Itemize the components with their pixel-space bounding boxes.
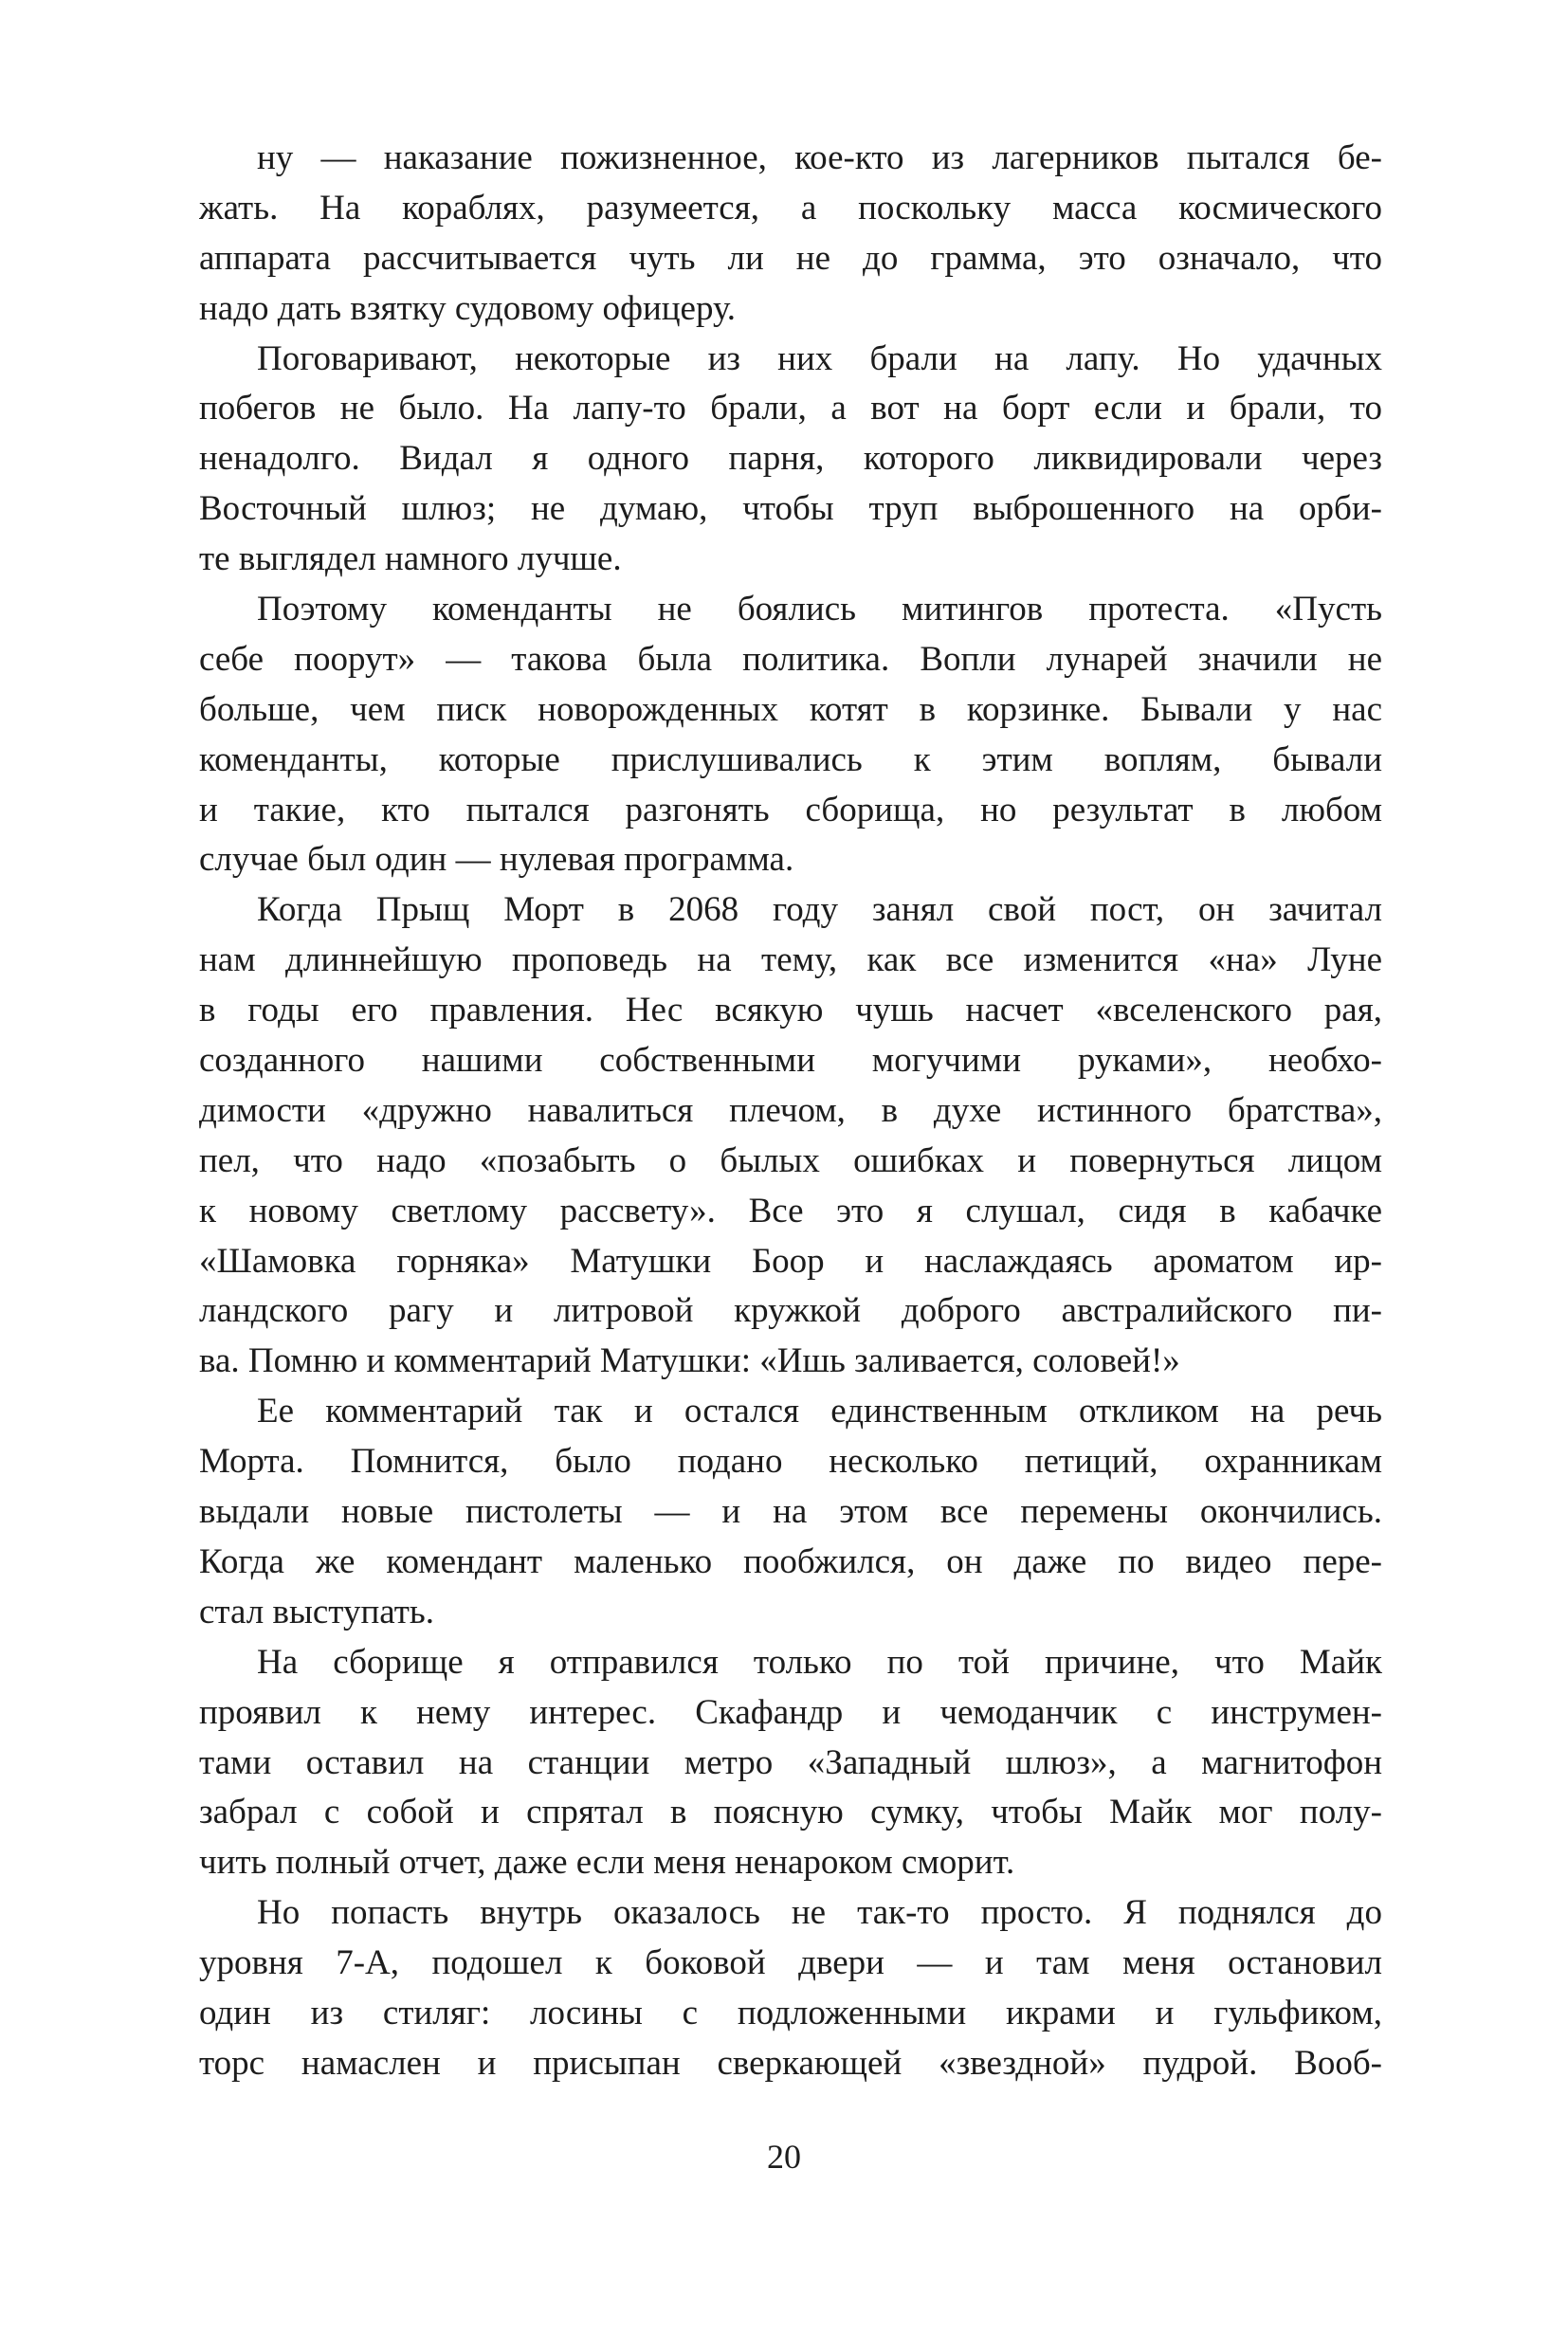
text-line: себе поорут» — такова была политика. Вопли лунарей значили не xyxy=(199,639,1382,679)
text-line: пел, что надо «позабыть о былых ошибках и повернуться лицом xyxy=(199,1140,1382,1180)
text-line: На сборище я отправился только по той причине, что Майк xyxy=(257,1642,1382,1682)
text-line: больше, чем писк новорожденных котят в корзинке. Бывали у нас xyxy=(199,689,1382,729)
text-line: Поговаривают, некоторые из них брали на лапу. Но удачных xyxy=(257,338,1382,378)
text-line: выдали новые пистолеты — и на этом все перемены окончились. xyxy=(199,1492,1382,1532)
text-line: чить полный отчет, даже если меня ненароком сморит. xyxy=(199,1843,1015,1883)
text-line: Когда Прыщ Морт в 2068 году занял свой пост, он зачитал xyxy=(257,890,1382,930)
text-line: проявил к нему интерес. Скафандр и чемоданчик с инструмен- xyxy=(199,1692,1382,1732)
text-line: Поэтому коменданты не боялись митингов протеста. «Пусть xyxy=(257,590,1382,629)
text-line: созданного нашими собственными могучими руками», необхо- xyxy=(199,1041,1382,1081)
text-line: аппарата рассчитывается чуть ли не до грамма, это означало, что xyxy=(199,238,1382,278)
text-line: «Шамовка горняка» Матушки Боор и наслаждаясь ароматом ир- xyxy=(199,1241,1382,1281)
text-line: коменданты, которые прислушивались к этим воплям, бывали xyxy=(199,739,1382,779)
text-line: Восточный шлюз; не думаю, чтобы труп выброшенного на орби- xyxy=(199,489,1382,529)
text-line: случае был один — нулевая программа. xyxy=(199,840,794,880)
text-line: торс намаслен и присыпан сверкающей «звездной» пудрой. Вооб- xyxy=(199,2043,1382,2083)
paragraph xyxy=(199,335,1382,585)
text-line: нам длиннейшую проповедь на тему, как все изменится «на» Луне xyxy=(199,940,1382,980)
text-line: ну — наказание пожизненное, кое-кто из лагерников пытался бе- xyxy=(257,138,1382,177)
text-line: Ее комментарий так и остался единственным откликом на речь xyxy=(257,1392,1382,1431)
paragraph xyxy=(199,1387,1382,1637)
text-line: забрал с собой и спрятал в поясную сумку, чтобы Майк мог полу- xyxy=(199,1793,1382,1832)
text-line: ландского рагу и литровой кружкой доброго австралийского пи- xyxy=(199,1291,1382,1331)
text-line: Когда же комендант маленько пообжился, он даже по видео пере- xyxy=(199,1541,1382,1581)
text-line: стал выступать. xyxy=(199,1592,434,1631)
text-line: надо дать взятку судовому офицеру. xyxy=(199,288,737,328)
paragraph xyxy=(199,134,1382,335)
text-line: в годы его правления. Нес всякую чушь насчет «вселенского рая, xyxy=(199,991,1382,1030)
text-line: один из стиляг: лосины с подложенными икрами и гульфиком, xyxy=(199,1993,1382,2032)
paragraph xyxy=(199,585,1382,885)
text-line: те выглядел намного лучше. xyxy=(199,539,622,579)
text-line: ненадолго. Видал я одного парня, которого ликвидировали через xyxy=(199,439,1382,479)
text-line: тами оставил на станции метро «Западный шлюз», а магнитофон xyxy=(199,1742,1382,1782)
page-number: 20 xyxy=(767,2138,801,2176)
text-line: к новому светлому рассвету». Все это я слушал, сидя в кабачке xyxy=(199,1191,1382,1230)
text-line: Но попасть внутрь оказалось не так-то просто. Я поднялся до xyxy=(257,1893,1382,1933)
text-line: димости «дружно навалиться плечом, в духе истинного братства», xyxy=(199,1090,1382,1130)
paragraph xyxy=(199,1638,1382,1888)
text-line: жать. На кораблях, разумеется, а поскольку масса космического xyxy=(199,188,1382,228)
paragraph xyxy=(199,885,1382,1387)
text-line: ва. Помню и комментарий Матушки: «Ишь заливается, соловей!» xyxy=(199,1341,1180,1381)
text-line: и такие, кто пытался разгонять сборища, но результат в любом xyxy=(199,790,1382,829)
text-line: побегов не было. На лапу-то брали, а вот на борт если и брали, то xyxy=(199,389,1382,428)
body-text xyxy=(199,134,1382,2089)
paragraph xyxy=(199,1888,1382,2089)
text-line: уровня 7-А, подошел к боковой двери — и там меня остановил xyxy=(199,1943,1382,1983)
text-line: Морта. Помнится, было подано несколько петиций, охранникам xyxy=(199,1442,1382,1482)
